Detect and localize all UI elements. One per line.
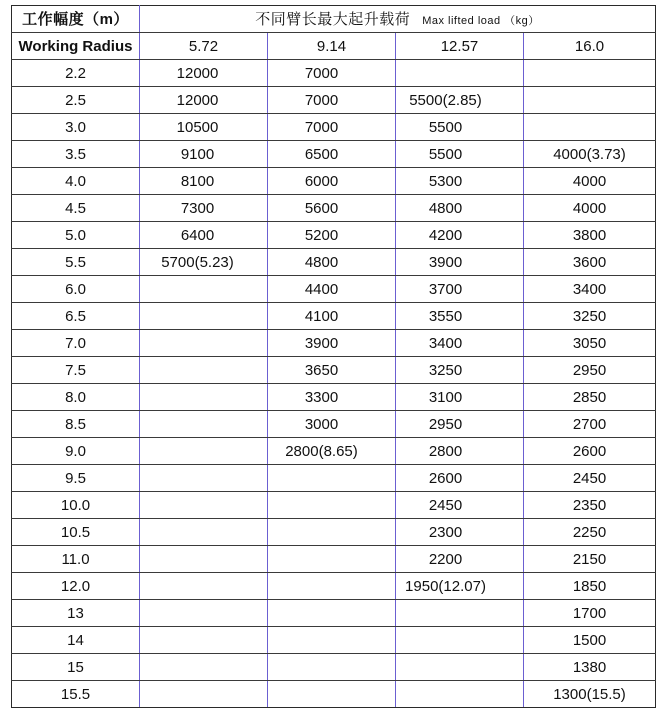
load-cell [396, 384, 524, 411]
table-row [12, 654, 656, 681]
load-cell [140, 114, 268, 141]
load-cell [268, 384, 396, 411]
boom-length-cell: 9.14 [268, 33, 396, 60]
load-value: 1380 [572, 658, 607, 676]
load-value: 4800 [428, 199, 463, 217]
load-cell [396, 357, 524, 384]
radius-cell: 15.5 [12, 681, 140, 708]
load-cell [524, 573, 656, 600]
load-value: 2800 [428, 442, 463, 460]
load-value: 3250 [572, 307, 607, 325]
load-value: 2850 [572, 388, 607, 406]
load-value: 1500 [572, 631, 607, 649]
radius-cell: 13 [12, 600, 140, 627]
load-cell [268, 249, 396, 276]
load-value: 1300(15.5) [553, 685, 626, 703]
load-cell [268, 222, 396, 249]
load-value: 9100 [180, 145, 215, 163]
load-value: 1950(12.07) [405, 577, 486, 595]
load-cell [140, 600, 268, 627]
load-value: 3700 [428, 280, 463, 298]
table-row [12, 384, 656, 411]
radius-cell: 4.0 [12, 168, 140, 195]
boom-length-row [12, 33, 656, 60]
radius-cell: 12.0 [12, 573, 140, 600]
load-cell [268, 600, 396, 627]
load-cell [396, 276, 524, 303]
load-cell [140, 465, 268, 492]
load-cell [268, 303, 396, 330]
load-value: 2600 [572, 442, 607, 460]
table-row [12, 600, 656, 627]
radius-cell: 15 [12, 654, 140, 681]
title-row [12, 6, 656, 33]
load-cell [524, 249, 656, 276]
load-cell [524, 411, 656, 438]
load-cell [396, 114, 524, 141]
table-row [12, 114, 656, 141]
load-cell [524, 195, 656, 222]
load-cell [140, 222, 268, 249]
load-cell [268, 330, 396, 357]
load-cell [396, 600, 524, 627]
load-cell [268, 168, 396, 195]
load-cell [524, 357, 656, 384]
load-cell [268, 195, 396, 222]
load-cell [140, 492, 268, 519]
radius-cell: 7.5 [12, 357, 140, 384]
load-value: 3400 [428, 334, 463, 352]
load-value: 1850 [572, 577, 607, 595]
load-cell [396, 303, 524, 330]
load-cell [524, 627, 656, 654]
load-cell [396, 573, 524, 600]
load-cell [396, 168, 524, 195]
load-value: 10500 [176, 118, 219, 136]
table-row [12, 492, 656, 519]
load-value: 12000 [176, 64, 219, 82]
load-value: 2800(8.65) [285, 442, 358, 460]
load-value: 6000 [304, 172, 339, 190]
boom-length-cell: 5.72 [140, 33, 268, 60]
radius-cell: 3.0 [12, 114, 140, 141]
load-value: 4000 [572, 199, 607, 217]
load-cell [524, 681, 656, 708]
load-cell [524, 141, 656, 168]
radius-header-zh: 工作幅度（m） [12, 6, 140, 33]
table-row [12, 249, 656, 276]
radius-cell: 5.0 [12, 222, 140, 249]
load-value: 4000 [572, 172, 607, 190]
load-value: 7000 [304, 91, 339, 109]
load-value: 4800 [304, 253, 339, 271]
load-value: 5600 [304, 199, 339, 217]
load-cell [268, 411, 396, 438]
load-cell [396, 519, 524, 546]
radius-cell: 9.0 [12, 438, 140, 465]
load-cell [396, 87, 524, 114]
load-cell [524, 303, 656, 330]
load-cell [140, 573, 268, 600]
load-cell [140, 141, 268, 168]
load-cell [140, 195, 268, 222]
load-value: 4400 [304, 280, 339, 298]
load-value: 3600 [572, 253, 607, 271]
load-cell [268, 519, 396, 546]
table-row [12, 195, 656, 222]
load-value: 3250 [428, 361, 463, 379]
load-cell [524, 519, 656, 546]
load-cell [396, 330, 524, 357]
load-cell [140, 627, 268, 654]
load-cell [268, 546, 396, 573]
load-cell [524, 114, 656, 141]
load-cell [524, 168, 656, 195]
load-cell [140, 87, 268, 114]
radius-cell: 9.5 [12, 465, 140, 492]
load-value: 7000 [304, 64, 339, 82]
load-cell [140, 303, 268, 330]
load-value: 2350 [572, 496, 607, 514]
load-cell [140, 384, 268, 411]
load-cell [140, 249, 268, 276]
table-row [12, 141, 656, 168]
table-row [12, 276, 656, 303]
table-row [12, 357, 656, 384]
load-cell [140, 519, 268, 546]
load-cell [396, 411, 524, 438]
load-cell [268, 276, 396, 303]
load-value: 3050 [572, 334, 607, 352]
load-cell [268, 141, 396, 168]
load-cell [396, 627, 524, 654]
table-row [12, 627, 656, 654]
load-value: 2200 [428, 550, 463, 568]
load-cell [524, 438, 656, 465]
load-cell [524, 330, 656, 357]
load-value: 3100 [428, 388, 463, 406]
table-row [12, 222, 656, 249]
load-cell [268, 654, 396, 681]
load-value: 12000 [176, 91, 219, 109]
load-cell [396, 438, 524, 465]
load-value: 3800 [572, 226, 607, 244]
load-value: 2300 [428, 523, 463, 541]
load-value: 3900 [428, 253, 463, 271]
load-cell [524, 654, 656, 681]
radius-cell: 2.5 [12, 87, 140, 114]
boom-length-cell: 12.57 [396, 33, 524, 60]
load-value: 7000 [304, 118, 339, 136]
table-row [12, 519, 656, 546]
load-cell [140, 357, 268, 384]
load-cell [140, 681, 268, 708]
load-value: 6400 [180, 226, 215, 244]
load-value: 3650 [304, 361, 339, 379]
table-row [12, 573, 656, 600]
load-cell [268, 357, 396, 384]
load-cell [140, 330, 268, 357]
radius-cell: 10.5 [12, 519, 140, 546]
radius-cell: 5.5 [12, 249, 140, 276]
load-cell [524, 600, 656, 627]
load-cell [524, 222, 656, 249]
load-cell [396, 249, 524, 276]
load-value: 2450 [572, 469, 607, 487]
load-cell [524, 465, 656, 492]
load-value: 2250 [572, 523, 607, 541]
load-cell [268, 114, 396, 141]
radius-cell: 14 [12, 627, 140, 654]
radius-cell: 11.0 [12, 546, 140, 573]
load-value: 5500 [428, 118, 463, 136]
load-value: 4100 [304, 307, 339, 325]
load-cell [396, 681, 524, 708]
load-cell [268, 60, 396, 87]
radius-header-en: Working Radius [12, 33, 140, 60]
table-row [12, 303, 656, 330]
table-row [12, 438, 656, 465]
load-value: 3550 [428, 307, 463, 325]
radius-cell: 7.0 [12, 330, 140, 357]
load-cell [396, 141, 524, 168]
load-value: 3900 [304, 334, 339, 352]
load-cell [396, 546, 524, 573]
load-value: 3400 [572, 280, 607, 298]
load-cell [268, 492, 396, 519]
load-value: 2700 [572, 415, 607, 433]
radius-cell: 6.5 [12, 303, 140, 330]
load-cell [140, 168, 268, 195]
load-value: 4000(3.73) [553, 145, 626, 163]
load-value: 3000 [304, 415, 339, 433]
load-value: 2450 [428, 496, 463, 514]
table-row [12, 411, 656, 438]
load-cell [524, 384, 656, 411]
load-value: 5300 [428, 172, 463, 190]
load-cell [396, 60, 524, 87]
load-chart-table [11, 5, 656, 708]
load-value: 8100 [180, 172, 215, 190]
load-value: 7300 [180, 199, 215, 217]
load-cell [268, 681, 396, 708]
table-row [12, 465, 656, 492]
load-cell [268, 438, 396, 465]
radius-cell: 10.0 [12, 492, 140, 519]
load-value: 5500 [428, 145, 463, 163]
table-row [12, 546, 656, 573]
load-value: 2600 [428, 469, 463, 487]
load-cell [396, 654, 524, 681]
load-cell [396, 222, 524, 249]
table-row [12, 60, 656, 87]
load-value: 2150 [572, 550, 607, 568]
table-row [12, 330, 656, 357]
load-cell [524, 60, 656, 87]
table-title-en: Max lifted load （kg） [422, 14, 540, 27]
radius-cell: 6.0 [12, 276, 140, 303]
radius-cell: 4.5 [12, 195, 140, 222]
table-title-zh: 不同臂长最大起升载荷 [255, 10, 411, 28]
load-cell [268, 573, 396, 600]
load-value: 4200 [428, 226, 463, 244]
load-cell [524, 492, 656, 519]
load-value: 1700 [572, 604, 607, 622]
load-cell [268, 627, 396, 654]
load-value: 5700(5.23) [161, 253, 234, 271]
load-value: 5500(2.85) [409, 91, 482, 109]
load-cell [268, 87, 396, 114]
load-cell [396, 465, 524, 492]
table-row [12, 681, 656, 708]
load-value: 3300 [304, 388, 339, 406]
load-value: 6500 [304, 145, 339, 163]
load-cell [140, 60, 268, 87]
load-cell [268, 465, 396, 492]
radius-cell: 8.0 [12, 384, 140, 411]
table-row [12, 87, 656, 114]
radius-cell: 8.5 [12, 411, 140, 438]
load-cell [524, 546, 656, 573]
radius-cell: 3.5 [12, 141, 140, 168]
load-cell [396, 492, 524, 519]
load-cell [396, 195, 524, 222]
load-value: 2950 [572, 361, 607, 379]
boom-length-cell: 16.0 [524, 33, 656, 60]
load-value: 2950 [428, 415, 463, 433]
load-cell [140, 654, 268, 681]
load-cell [140, 411, 268, 438]
table-title [140, 6, 656, 33]
load-value: 5200 [304, 226, 339, 244]
radius-cell: 2.2 [12, 60, 140, 87]
table-row [12, 168, 656, 195]
load-cell [140, 546, 268, 573]
load-cell [140, 438, 268, 465]
load-cell [524, 276, 656, 303]
load-cell [140, 276, 268, 303]
load-cell [524, 87, 656, 114]
